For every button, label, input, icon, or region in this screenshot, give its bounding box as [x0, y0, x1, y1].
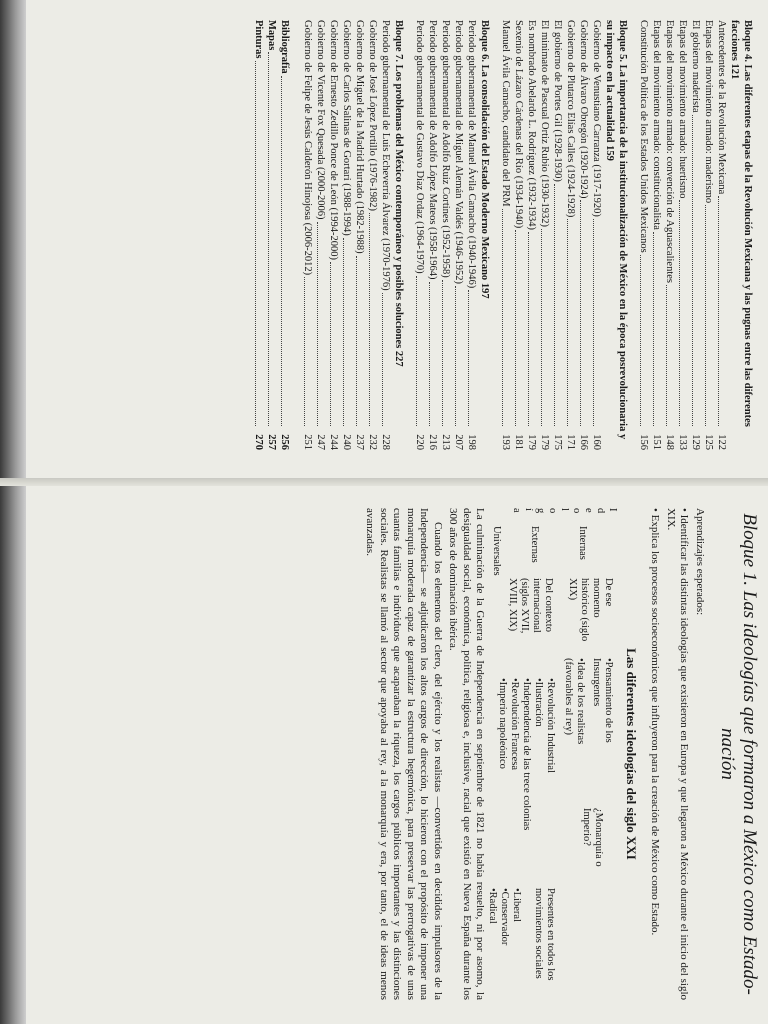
toc-page-number: 216	[427, 434, 438, 450]
diagram-ext-item: •Ilustración	[533, 678, 545, 727]
toc-entry	[715, 20, 728, 450]
toc-entry-title: Bibliografía	[279, 20, 290, 74]
toc-rotated	[26, 6, 768, 468]
toc-leader-dots	[468, 290, 478, 426]
toc-leader-dots	[640, 255, 650, 426]
toc-entry-title: Etapas del movimiento armado: maderismo	[703, 20, 714, 204]
diagram-ext-item: •Independencia de las trece colonias	[521, 678, 533, 831]
toc-page-number: 179	[539, 434, 550, 450]
toc-page-number: 256	[279, 434, 290, 450]
toc-entry-title: Periodo gubernamental de Miguel Alemán Valdés (1946-1952)	[453, 20, 464, 284]
toc-entry	[439, 20, 452, 450]
toc-page-number: 171	[565, 434, 576, 450]
toc-leader-dots	[705, 205, 715, 426]
toc-entry-title: Gobierno de Carlos Salinas de Gortari (1988-1994)	[341, 20, 352, 236]
toc-leader-dots	[429, 282, 439, 426]
toc-leader-dots	[718, 196, 728, 426]
diagram-ext-item: •Imperio napoleónico	[497, 678, 509, 769]
toc-entry	[353, 20, 366, 450]
diagram-internas: Internas	[577, 526, 589, 560]
toc-page-number: 232	[367, 434, 378, 450]
toc-page-number: 237	[354, 434, 365, 450]
toc-entry-title: El minimato de Pascual Ortiz Rubio (1930-1932)	[539, 20, 550, 228]
section-subtitle: Las diferentes ideologías del siglo XXI	[624, 648, 639, 860]
toc-leader-dots	[343, 238, 353, 426]
toc-block-page: 197	[479, 282, 490, 299]
learnings-label: Aprendizajes esperados:	[694, 508, 706, 616]
toc-entry	[379, 20, 392, 450]
toc-entry	[512, 20, 525, 450]
toc-entry	[689, 20, 702, 450]
toc-entry	[577, 20, 590, 450]
diagram-externas: Externas	[529, 526, 541, 563]
toc-entry	[413, 20, 426, 450]
diagram-univ-item: •Liberal	[511, 888, 523, 922]
body-paragraph: La culminación de la Guerra de Independencia en septiembre de 1821 no había resuelto, ni por asomo, la desigualdad social, económica, política, religiosa e, inclusive, racial que existió en Nueva España durante los 300 años de dominación ibérica.	[447, 508, 487, 1000]
toc-entry-title: Gobierno de Felipe de Jesús Calderón Hinojosa (2006-2012)	[302, 20, 313, 276]
toc-block-heading	[603, 20, 629, 450]
toc-block-title: Bloque 6. La consolidación del Estado Moderno Mexicano	[479, 20, 490, 283]
toc-entry	[465, 20, 478, 450]
toc-entry	[366, 20, 379, 450]
toc-leader-dots	[541, 229, 551, 426]
toc-page-number: 133	[677, 434, 688, 450]
toc-leader-dots	[281, 76, 291, 426]
toc-leader-dots	[455, 286, 465, 426]
toc-entry-title: Gobierno de Plutarco Elías Calles (1924-1928)	[565, 20, 576, 218]
toc-block-title: Bloque 7. Los problemas del México contemporáneo y posibles soluciones	[393, 20, 404, 351]
toc-leader-dots	[416, 276, 426, 426]
diagram-ext-items	[497, 678, 557, 878]
diagram-contexto: Del contexto internacional (siglos XVII, XVIII, XIX)	[507, 578, 555, 634]
toc-block-heading	[478, 20, 491, 450]
diagram-univ-items	[487, 888, 523, 1008]
toc-entry-title: Mapas	[266, 20, 277, 51]
toc-leader-dots	[593, 219, 603, 426]
toc-leader-dots	[692, 115, 702, 426]
diagram-universales: Universales	[491, 526, 503, 576]
toc-spacer	[291, 20, 301, 450]
toc-entry-title: Constitución Política de los Estados Unidos Mexicanos	[638, 20, 649, 253]
toc-entry-title: Periodo gubernamental de Adolfo Ruiz Cortines (1952-1958)	[440, 20, 451, 278]
toc-leader-dots	[442, 280, 452, 426]
toc-entry	[702, 20, 715, 450]
toc-entry	[525, 20, 538, 450]
toc-entry-title: Es nombrado Abelardo L. Rodríguez (1932-1934)	[526, 20, 537, 230]
toc-leader-dots	[679, 200, 689, 426]
toc-entry	[499, 20, 512, 450]
diagram-ext-item: •Revolución Francesa	[509, 678, 521, 771]
toc-page-number: 160	[591, 434, 602, 450]
toc-entry-title: Sexenio de Lázaro Cárdenas del Río (1934-1940)	[513, 20, 524, 229]
toc-entry	[564, 20, 577, 450]
toc-leader-dots	[317, 222, 327, 427]
toc-entry	[676, 20, 689, 450]
toc-leader-dots	[528, 232, 538, 426]
toc-leader-dots	[666, 285, 676, 426]
diagram-momento: De ese momento histórico (siglo XIX)	[567, 578, 615, 642]
ideology-diagram	[489, 508, 619, 1000]
toc-entry	[327, 20, 340, 450]
toc-page-number: 251	[302, 434, 313, 450]
toc-entry	[650, 20, 663, 450]
toc-page-number: 175	[552, 434, 563, 450]
toc-page-number: 213	[440, 434, 451, 450]
toc-entry	[538, 20, 551, 450]
learning-item: • Explica los procesos socioeconómicos que influyeron para la creación de México como Estado.	[649, 508, 662, 936]
learning-item: • Identificar las distintas ideologías que existieron en Europa y que llegaron a México durante el inicio del siglo XIX.	[665, 508, 691, 1000]
diagram-ext-item: •Revolución Industrial	[545, 678, 557, 773]
toc-block-page: 159	[604, 145, 615, 161]
toc-leader-dots	[653, 232, 663, 426]
toc-entry-title: Antecedentes de la Revolución Mexicana	[716, 20, 727, 195]
toc-leader-dots	[356, 256, 366, 426]
toc-entry	[340, 20, 353, 450]
toc-entry-title: El gobierno de Portes Gil (1928-1930)	[552, 20, 563, 182]
toc-entry-title: Periodo gubernamental de Luis Echeverría Álvarez (1970-1976)	[380, 20, 391, 291]
toc-entry	[452, 20, 465, 450]
toc-block-heading	[728, 20, 754, 450]
toc-page-number: 166	[578, 434, 589, 450]
toc-block-heading	[392, 20, 405, 450]
toc-leader-dots	[567, 219, 577, 426]
toc-entry	[426, 20, 439, 450]
toc-leader-dots	[515, 230, 525, 426]
toc-page-number: 207	[453, 434, 464, 450]
toc-entry-title: Etapas del movimiento armado: convención de Aguascalientes	[664, 20, 675, 284]
toc-entry-title: El gobierno maderista	[690, 20, 701, 113]
chapter-content	[363, 490, 768, 1020]
toc-page-number: 240	[341, 434, 352, 450]
chapter-rotated	[26, 490, 768, 1020]
diagram-presentes: Presentes en todos los movimientos sociales	[533, 888, 557, 981]
toc-leader-dots	[580, 200, 590, 426]
toc-block-page: 227	[393, 350, 404, 367]
toc-page-number: 257	[266, 434, 277, 450]
diagram-univ-item: •Conservador	[499, 888, 511, 946]
toc-entry-title: Periodo gubernamental de Manuel Ávila Camacho (1940-1946)	[466, 20, 477, 289]
toc-page-number: 129	[690, 434, 701, 450]
toc-page-number: 125	[703, 434, 714, 450]
diagram-side-label: I d e o l o g í a	[511, 508, 619, 517]
toc-page-number: 193	[500, 434, 511, 450]
toc-entry	[301, 20, 314, 450]
toc-page-number: 270	[253, 434, 264, 450]
toc-entry	[590, 20, 603, 450]
toc-page-number: 151	[651, 434, 662, 450]
toc-page-number: 244	[328, 434, 339, 450]
toc-block-page: 121	[729, 63, 740, 80]
diagram-univ-item: •Radical	[487, 888, 499, 924]
toc-block-title: Bloque 4. Las diferentes etapas de la Revolución Mexicana y las pugnas entre las diferentes facciones	[729, 20, 753, 427]
toc-entry-title: Gobierno de Vicente Fox Quesada (2000-2006)	[315, 20, 326, 220]
toc-leader-dots	[255, 61, 265, 426]
diagram-pensamiento: •Pensamiento de los Insurgentes	[591, 658, 615, 743]
toc-entry	[637, 20, 650, 450]
chapter-page	[26, 486, 768, 1024]
toc-page-number: 228	[380, 434, 391, 450]
toc-entry-title: Gobierno de Ernesto Zedillo Ponce de León (1994-2000)	[328, 20, 339, 260]
toc-page-number: 247	[315, 434, 326, 450]
page-gutter	[0, 478, 768, 486]
toc-leader-dots	[304, 277, 314, 426]
toc-entry	[314, 20, 327, 450]
diagram-realistas: •Idea de los realistas (favorables al rey)	[563, 658, 587, 745]
toc-page-number: 198	[466, 434, 477, 450]
toc-page-number: 122	[716, 434, 727, 450]
toc-page-number: 179	[526, 434, 537, 450]
toc-page-number: 181	[513, 434, 524, 450]
toc-entry-title: Gobierno de José López Portillo (1976-1982)	[367, 20, 378, 212]
toc-block-title: Bloque 5. La importancia de la institucionalización de México en la época posrevolucionaria y su impacto en la actualidad	[604, 20, 628, 440]
toc-extra-entry	[278, 20, 291, 450]
toc-page-number: 148	[664, 434, 675, 450]
diagram-monarquia: ¿Monarquía o Imperio?	[581, 808, 605, 867]
toc-page-number: 220	[414, 434, 425, 450]
table-of-contents	[252, 6, 768, 468]
book-spine	[0, 0, 26, 1024]
toc-entry-title: Etapas del movimiento armado: huertismo	[677, 20, 688, 199]
toc-leader-dots	[382, 293, 392, 426]
toc-page	[26, 0, 768, 478]
toc-extra-entry	[252, 20, 265, 450]
toc-entry	[663, 20, 676, 450]
toc-leader-dots	[330, 262, 340, 426]
toc-leader-dots	[502, 209, 512, 426]
toc-leader-dots	[554, 184, 564, 426]
toc-entry-title: Gobierno de Álvaro Obregón (1920-1924)	[578, 20, 589, 199]
toc-entry-title: Pinturas	[253, 20, 264, 59]
chapter-title: Bloque 1. Las ideologías que formaron a México como Estado-nación	[717, 513, 760, 995]
toc-leader-dots	[369, 213, 379, 426]
toc-entry	[551, 20, 564, 450]
toc-extra-entry	[265, 20, 278, 450]
body-paragraph: Cuando los elementos del clero, del ejército y los realistas —convertidos en decididos impulsores de la Independencia— se adjudicaron los altos cargos de dirección, lo hicieron con el propósito de imponer una monarquía moderada capaz de garantizar la estructura hegemónica, para preservar las prerrogativas de unas cuantas familias e individuos que acaparaban la riqueza, los cargos públicos importantes y las distinciones sociales. Realistas se llamó al sector que apoyaba al rey, a la monarquía y era, por tanto, el de ideas menos avanzadas.	[364, 508, 444, 1000]
toc-entry-title: Etapas del movimiento armado: constitucionalista	[651, 20, 662, 230]
toc-entry-title: Gobierno de Miguel de la Madrid Hurtado (1982-1988)	[354, 20, 365, 254]
toc-page-number: 156	[638, 434, 649, 450]
toc-entry-title: Gobierno de Venustiano Carranza (1917-1920)	[591, 20, 602, 217]
toc-entry-title: Manuel Ávila Camacho, candidato del PRM	[500, 20, 511, 207]
toc-leader-dots	[268, 52, 278, 426]
toc-entry-title: Periodo gubernamental de Adolfo López Mateos (1958-1964)	[427, 20, 438, 280]
toc-entry-title: Periodo gubernamental de Gustavo Díaz Ordaz (1964-1970)	[414, 20, 425, 274]
